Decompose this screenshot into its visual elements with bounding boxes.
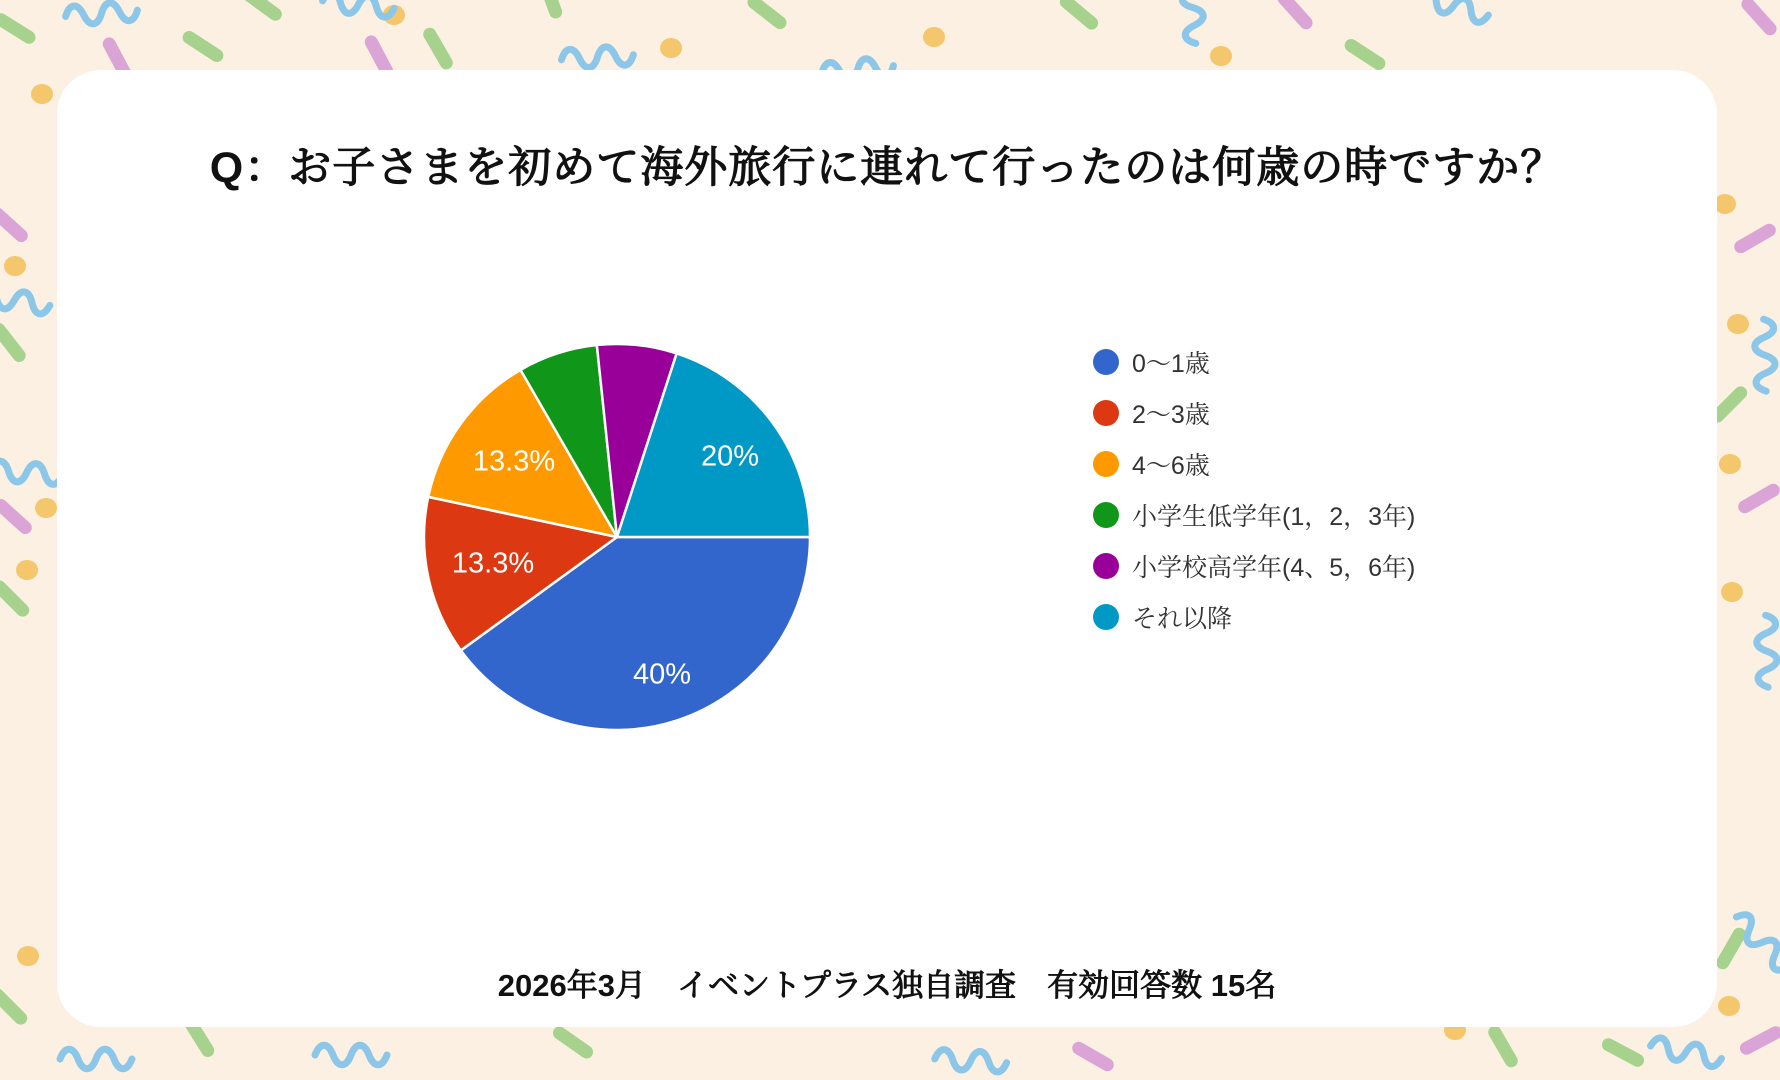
confetti-dot: [923, 27, 945, 47]
confetti-dash: [0, 11, 38, 46]
confetti-squiggle: [55, 1038, 145, 1068]
confetti-dot: [35, 498, 57, 518]
legend-label: 4〜6歳: [1132, 452, 1210, 480]
legend-label: 小学生低学年(1，2，3年): [1132, 503, 1416, 531]
legend-swatch-icon: [1093, 400, 1119, 426]
legend-item: [1093, 548, 1415, 584]
confetti-squiggle: [929, 1038, 1020, 1073]
legend-label: それ以降: [1132, 605, 1233, 633]
legend-swatch-icon: [1093, 349, 1119, 375]
confetti-dash: [1342, 37, 1388, 73]
confetti-dot: [1718, 996, 1740, 1016]
pie-chart-svg: [417, 337, 817, 737]
confetti-dash: [1732, 221, 1778, 255]
confetti-dash: [1600, 1036, 1647, 1069]
confetti-dash: [240, 0, 285, 23]
confetti-dash: [1275, 0, 1315, 32]
confetti-dash: [1738, 1024, 1780, 1057]
legend-swatch-icon: [1093, 502, 1119, 528]
confetti-dash: [421, 25, 455, 71]
chart-legend: [1093, 344, 1415, 635]
confetti-dash: [1736, 481, 1780, 515]
confetti-dash: [550, 1024, 595, 1061]
legend-label: 0〜1歳: [1132, 350, 1210, 378]
confetti-dash: [0, 204, 30, 244]
survey-card: [57, 70, 1717, 1027]
legend-item: [1093, 344, 1415, 380]
legend-item: [1093, 446, 1415, 482]
legend-label: 小学校高学年(4、5，6年): [1132, 554, 1416, 582]
legend-label: 2〜3歳: [1132, 401, 1210, 429]
confetti-dash: [0, 496, 34, 536]
confetti-dash: [1486, 1023, 1520, 1069]
legend-item: [1093, 497, 1415, 533]
legend-item: [1093, 395, 1415, 431]
confetti-squiggle: [555, 33, 647, 69]
confetti-dot: [1727, 314, 1749, 334]
confetti-dot: [1721, 582, 1743, 602]
confetti-squiggle: [0, 274, 66, 316]
confetti-dash: [1057, 0, 1101, 32]
confetti-dot: [660, 38, 682, 58]
source-note: 2026年3月 イベントプラス独自調査 有効回答数 15名: [497, 968, 1277, 1003]
confetti-squiggle: [1644, 1024, 1738, 1069]
legend-swatch-icon: [1093, 553, 1119, 579]
legend-item: [1093, 599, 1415, 635]
confetti-dot: [1719, 454, 1741, 474]
confetti-dash: [0, 320, 28, 364]
confetti-dash: [536, 0, 564, 20]
confetti-dash: [0, 578, 32, 620]
pie-label-later: 20%: [700, 440, 760, 473]
legend-swatch-icon: [1093, 451, 1119, 477]
question-title: Q：お子さまを初めて海外旅行に連れて行ったのは何歳の時ですか？: [209, 144, 1565, 192]
confetti-dot: [31, 84, 53, 104]
confetti-squiggle: [1180, 0, 1218, 57]
confetti-dot: [17, 946, 39, 966]
pie-label-age-4-6: 13.3%: [472, 445, 556, 478]
confetti-squiggle: [1412, 0, 1507, 27]
confetti-squiggle: [59, 0, 151, 26]
confetti-squiggle: [317, 0, 410, 19]
legend-swatch-icon: [1093, 604, 1119, 630]
pie-label-age-2-3: 13.3%: [451, 547, 535, 580]
confetti-dash: [745, 0, 789, 32]
confetti-dash: [1739, 0, 1779, 38]
confetti-dot: [16, 560, 38, 580]
pie-chart: [417, 337, 817, 737]
confetti-squiggle: [310, 1034, 400, 1064]
confetti-dash: [180, 29, 226, 65]
pie-label-age-0-1: 40%: [632, 658, 692, 691]
confetti-dot: [4, 256, 26, 276]
confetti-dot: [1714, 194, 1736, 214]
confetti-dash: [1070, 1039, 1116, 1073]
confetti-dash: [0, 986, 30, 1028]
confetti-squiggle: [1754, 314, 1780, 405]
confetti-squiggle: [1756, 610, 1780, 701]
